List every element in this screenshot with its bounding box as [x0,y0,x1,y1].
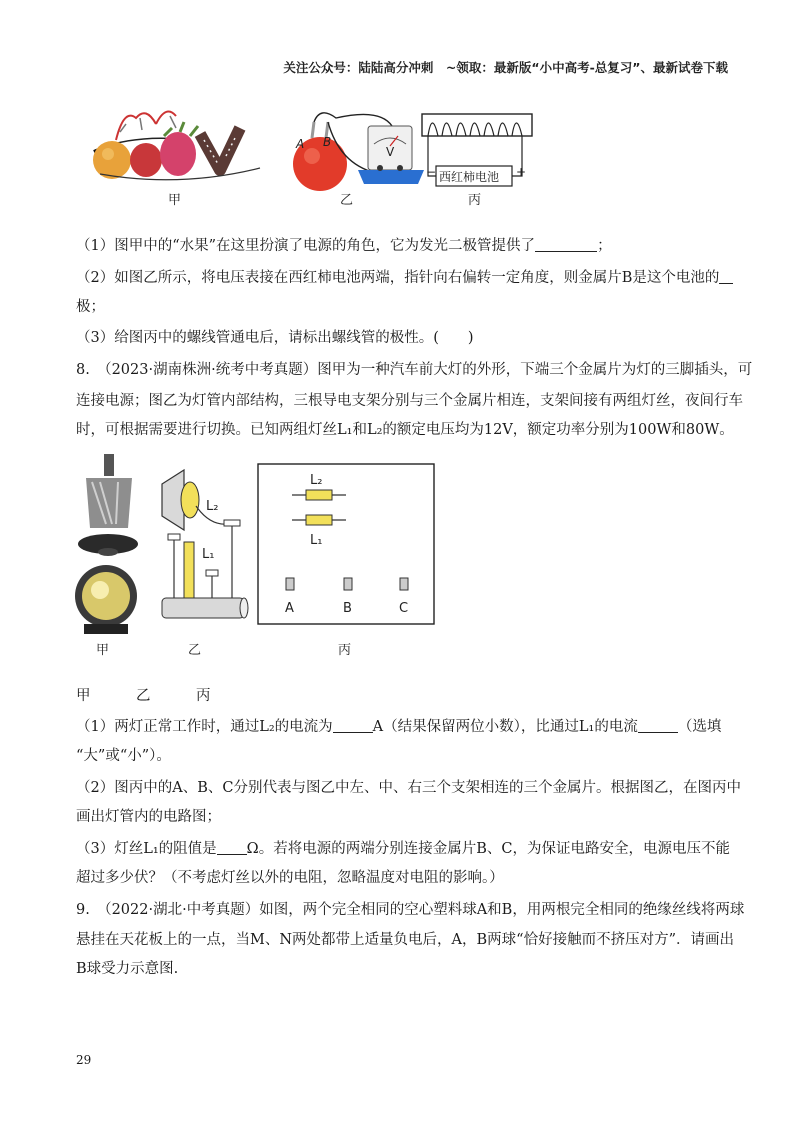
q7-part1-blank[interactable] [535,236,597,252]
q7-part1: （1）图甲中的“水果”在这里扮演了电源的角色，它为发光二极管提供了 ； [76,238,612,254]
q7-part2-blank[interactable] [719,268,733,284]
q8-stem-line2: 连接电源；图乙为灯管内部结构，三根导电支架分别与三个金属片相连，支架间接有两组灯丝，夜间行车 [76,393,743,409]
q9-line2: 悬挂在天花板上的一点，当M、N两处都带上适量负电后，A，B两球“恰好接触而不挤压对方”．请画出 [76,932,734,948]
label-b: B [323,135,332,149]
label-a: A [296,137,305,151]
q8-stem-line1: 8. （2023·湖南株洲·统考中考真题）图甲为一种汽车前大灯的外形，下端三个金属片为灯的三脚插头，可 [76,362,753,378]
figure1-caption-yi: 乙 [340,193,354,208]
q7-part3: （3）给图丙中的螺线管通电后，请标出螺线管的极性。( ) [76,330,474,346]
figure2-caption-jia: 甲 [96,643,110,658]
circuit-box [258,464,434,624]
q8-part3-cont: 超过多少伏？（不考虑灯丝以外的电阻，忽略温度对电阻的影响。） [76,870,504,886]
q8-caption-bing: 丙 [196,688,211,704]
battery-label: 西红柿电池 [439,170,500,184]
q8-part2-line1: （2）图丙中的A、B、C分别代表与图乙中左、中、右三个支架相连的三个金属片。根据图乙，在图丙中 [76,780,741,796]
headlamp-photo [75,454,138,634]
figure1-caption-jia: 甲 [168,193,182,208]
page-header: 关注公众号：陆陆高分冲刺 ~领取：最新版“小中高考-总复习”、最新试卷下载 [283,60,728,75]
figure2-caption-yi: 乙 [188,643,202,658]
q8-stem-line3: 时，可根据需要进行切换。已知两组灯丝L₁和L₂的额定电压均为12V，额定功率分别为100W和80W。 [76,422,734,438]
page-number: 29 [76,1053,92,1067]
figure2-caption-bing: 丙 [338,643,352,658]
tomato-voltmeter-photo [293,113,424,191]
terminal-b: B [343,601,352,616]
q8-caption-jia: 甲 [76,688,91,704]
figure2-label-l1-yi: L₁ [202,547,215,562]
q7-part2: （2）如图乙所示，将电压表接在西红柿电池两端，指针向右偏转一定角度，则金属片B是这个电池的 [76,268,733,288]
meter-label: V [386,145,395,159]
q8-part3: （3）灯丝L₁的阻值是 Ω。若将电源的两端分别连接金属片B、C，为保证电路安全，电源电压不能 [76,841,730,857]
figure2-label-l2-yi: L₂ [206,499,219,514]
figure-fruit-battery [80,96,550,214]
q9-line3: B球受力示意图. [76,961,179,977]
q8-part3-blank[interactable] [217,839,247,855]
figure1-caption-bing: 丙 [468,193,482,208]
figure-headlamp [70,448,450,660]
figure2-label-l2-bing: L₂ [310,473,323,488]
figure2-label-l1-bing: L₁ [310,533,323,548]
fruit-battery-photo [93,112,260,180]
q8-part1-blank2[interactable] [638,717,678,733]
battery-minus: − [426,165,437,179]
q8-part1-cont: “大”或“小”）。 [76,748,171,764]
q8-caption-yi: 乙 [136,688,151,704]
terminal-c: C [399,601,409,616]
terminal-a: A [285,601,294,616]
headlamp-structure [162,470,248,618]
q8-part1-blank1[interactable] [333,717,373,733]
q9-line1: 9. （2022·湖北·中考真题）如图，两个完全相同的空心塑料球A和B，用两根完全相同的绝缘丝线将两球 [76,902,745,918]
q7-part2-cont: 极； [76,299,105,315]
battery-plus: + [516,165,527,179]
q8-part1: （1）两灯正常工作时，通过L₂的电流为 A（结果保留两位小数），比通过L₁的电流 （选填 [76,719,722,735]
q8-part2-line2: 画出灯管内的电路图； [76,809,221,825]
